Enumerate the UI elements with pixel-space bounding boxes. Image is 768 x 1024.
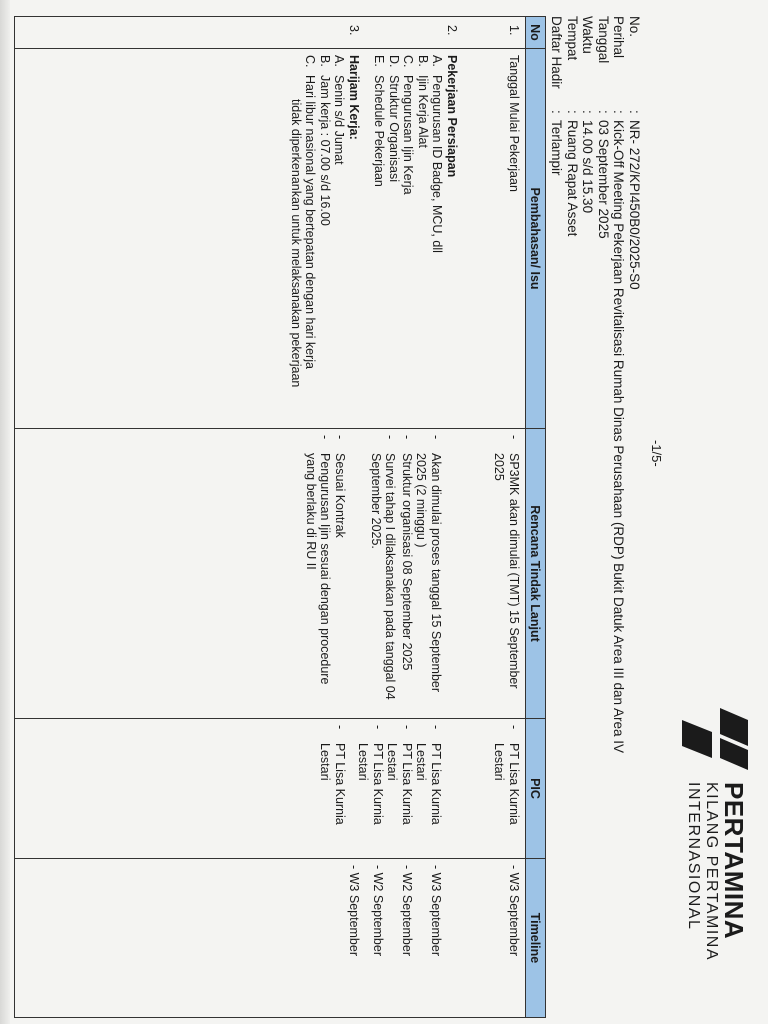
item-text: Struktur organisasi 08 September 2025 [400, 453, 414, 671]
list-item [303, 55, 318, 422]
list-item [332, 55, 347, 422]
item-text: Struktur Organisasi [387, 75, 401, 182]
item-text: Senin s/d Jumat [332, 75, 347, 165]
row-2-pic [356, 725, 443, 852]
item-text: Pengurusan ID Badge, MCU, dll [430, 75, 445, 253]
bullet-dash: - [429, 435, 443, 440]
header-rencana: Rencana Tindak Lanjut [526, 429, 545, 719]
info-sep: : [596, 110, 611, 114]
meeting-info [549, 16, 642, 756]
bullet-dash: - [507, 435, 521, 440]
row-3-pembahasan [289, 55, 362, 422]
item-text: Akan dimulai proses tanggal 15 September 2025 (2 minggu ) [414, 453, 443, 693]
timeline-item: - W2 September [371, 865, 385, 957]
header-pembahasan: Pembahasan/ Isu [526, 49, 545, 429]
list-item [401, 55, 416, 422]
info-label: Tanggal [596, 16, 611, 64]
item-text: PT Lisa Kurnia Lestari [414, 743, 443, 825]
row-3-timeline [347, 865, 362, 1011]
timeline-item: - W3 September [429, 865, 443, 957]
bullet-dash: - [383, 435, 398, 440]
list-item [492, 435, 521, 712]
bullet-dash: - [371, 725, 385, 730]
item-letter: A. [332, 55, 347, 67]
item-letter: D. [387, 55, 401, 68]
header-timeline: Timeline [528, 912, 543, 964]
info-value: Ruang Rapat Asset [565, 120, 580, 237]
item-text: Pengurusan Ijin sesuai dengan procedure yang berlaku di RU II [304, 453, 333, 685]
timeline-item: - W2 September [400, 865, 414, 957]
row-2-pembahasan [372, 55, 459, 422]
minutes-table [14, 16, 546, 1018]
bullet-dash: - [400, 725, 414, 730]
header-pic: PIC [526, 719, 545, 859]
row-3-rencana [304, 435, 362, 712]
row-2-title: Pekerjaan Persiapan [445, 55, 459, 178]
info-row-tempat [565, 16, 581, 756]
list-item [318, 55, 333, 422]
bullet-dash: - [507, 725, 521, 730]
row-3-no: 3. [347, 25, 361, 36]
row-1-timeline [507, 865, 522, 1011]
item-text: Schedule Pekerjaan [372, 75, 387, 187]
list-item [400, 435, 415, 712]
list-item [414, 725, 443, 852]
column-pembahasan [14, 49, 525, 429]
item-text: Ijin Kerja Alat [416, 75, 430, 148]
row-1-rencana [492, 435, 521, 712]
table-body [14, 17, 525, 1017]
item-text: PT Lisa Kurnia Lestari [356, 743, 385, 825]
list-item [356, 725, 385, 852]
info-value: NR- 272/KPI450B0/2025-S0 [627, 120, 642, 290]
info-row-no [627, 16, 643, 756]
column-rencana [14, 429, 525, 719]
info-row-daftar-hadir [549, 16, 565, 756]
row-3-pic [318, 725, 347, 852]
item-text: PT Lisa Kurnia Lestari [318, 743, 347, 825]
info-row-tanggal [596, 16, 612, 756]
row-2-timeline [371, 865, 444, 1011]
bullet-dash: - [400, 435, 414, 440]
list-item [372, 55, 387, 422]
item-text: Jam kerja : 07.00 s/d 16.00 [318, 75, 332, 226]
info-label: Waktu [580, 16, 596, 54]
list-item [318, 725, 347, 852]
list-item [385, 725, 414, 852]
item-letter: C. [303, 55, 318, 68]
row-1-title: Tanggal Mulai Pekerjaan [507, 55, 521, 192]
logo-subtitle-2: INTERNASIONAL [685, 782, 702, 931]
header-no: No [526, 17, 545, 49]
info-value: Terlampir [549, 120, 565, 176]
item-continuation: tidak diperkenankan untuk melaksanakan pekerjaan [289, 99, 303, 388]
info-label: No. [627, 16, 642, 38]
bullet-dash: - [429, 725, 443, 730]
timeline-item: - W3 September [507, 865, 521, 957]
item-letter: C. [401, 55, 416, 68]
list-item [369, 435, 398, 712]
info-sep: : [611, 110, 627, 114]
item-text: PT Lisa Kurnia Lestari [385, 743, 414, 825]
logo-subtitle-1: KILANG PERTAMINA [703, 782, 720, 961]
list-item [414, 435, 443, 712]
pertamina-logo-icon [680, 706, 750, 772]
item-text: Hari libur nasional yang bertepatan dengan hari kerja [303, 75, 318, 369]
row-3-title: Harijam Kerja: [347, 55, 361, 140]
row-2-no: 2. [445, 25, 459, 36]
info-label: Perihal [611, 16, 627, 59]
row-2-rencana [369, 435, 444, 712]
pertamina-logo [676, 706, 754, 1006]
info-sep: : [549, 110, 565, 114]
info-value: Kick-Off Meeting Pekerjaan Revitalisasi Rumah Dinas Perusahaan (RDP) Bukit Datuk Area III dan Area IV [611, 120, 627, 754]
item-letter: E. [372, 55, 387, 67]
bullet-dash: - [333, 725, 347, 730]
item-text: SP3MK akan dimulai (TMT) 15 September 2025 [492, 453, 521, 689]
list-item [492, 725, 521, 852]
info-sep: : [627, 110, 642, 114]
logo-brand: PERTAMINA [719, 782, 749, 940]
item-text: Pengurusan Ijin Kerja [401, 75, 416, 195]
info-row-waktu [580, 16, 596, 756]
item-letter: B. [318, 55, 332, 67]
timeline-item: - W3 September [347, 865, 361, 957]
info-sep: : [565, 110, 580, 114]
page-number: -1/5- [649, 440, 664, 467]
bullet-dash: - [318, 435, 333, 440]
item-letter: B. [416, 55, 430, 67]
column-timeline [14, 859, 525, 1017]
info-row-perihal [611, 16, 627, 756]
info-sep: : [580, 110, 596, 114]
table-header [525, 17, 545, 1017]
list-item [387, 55, 402, 422]
bullet-dash: - [333, 435, 347, 440]
list-item [304, 435, 333, 712]
item-text: PT Lisa Kurnia Lestari [492, 743, 521, 825]
item-text: Survei tahap I dilaksanakan pada tanggal 04 September 2025. [369, 453, 398, 700]
list-item [416, 55, 431, 422]
item-text: Sesuai Kontrak [333, 453, 347, 538]
row-1-no: 1. [507, 25, 521, 36]
info-value: 03 September 2025 [596, 120, 611, 239]
info-value: 14.00 s/d 15.30 [580, 120, 596, 214]
column-pic [14, 719, 525, 859]
list-item [430, 55, 445, 422]
info-label: Daftar Hadir [549, 16, 565, 89]
column-no [14, 17, 525, 49]
row-1-pic [492, 725, 521, 852]
list-item [333, 435, 348, 712]
item-letter: A. [430, 55, 445, 67]
info-label: Tempat [565, 16, 580, 61]
